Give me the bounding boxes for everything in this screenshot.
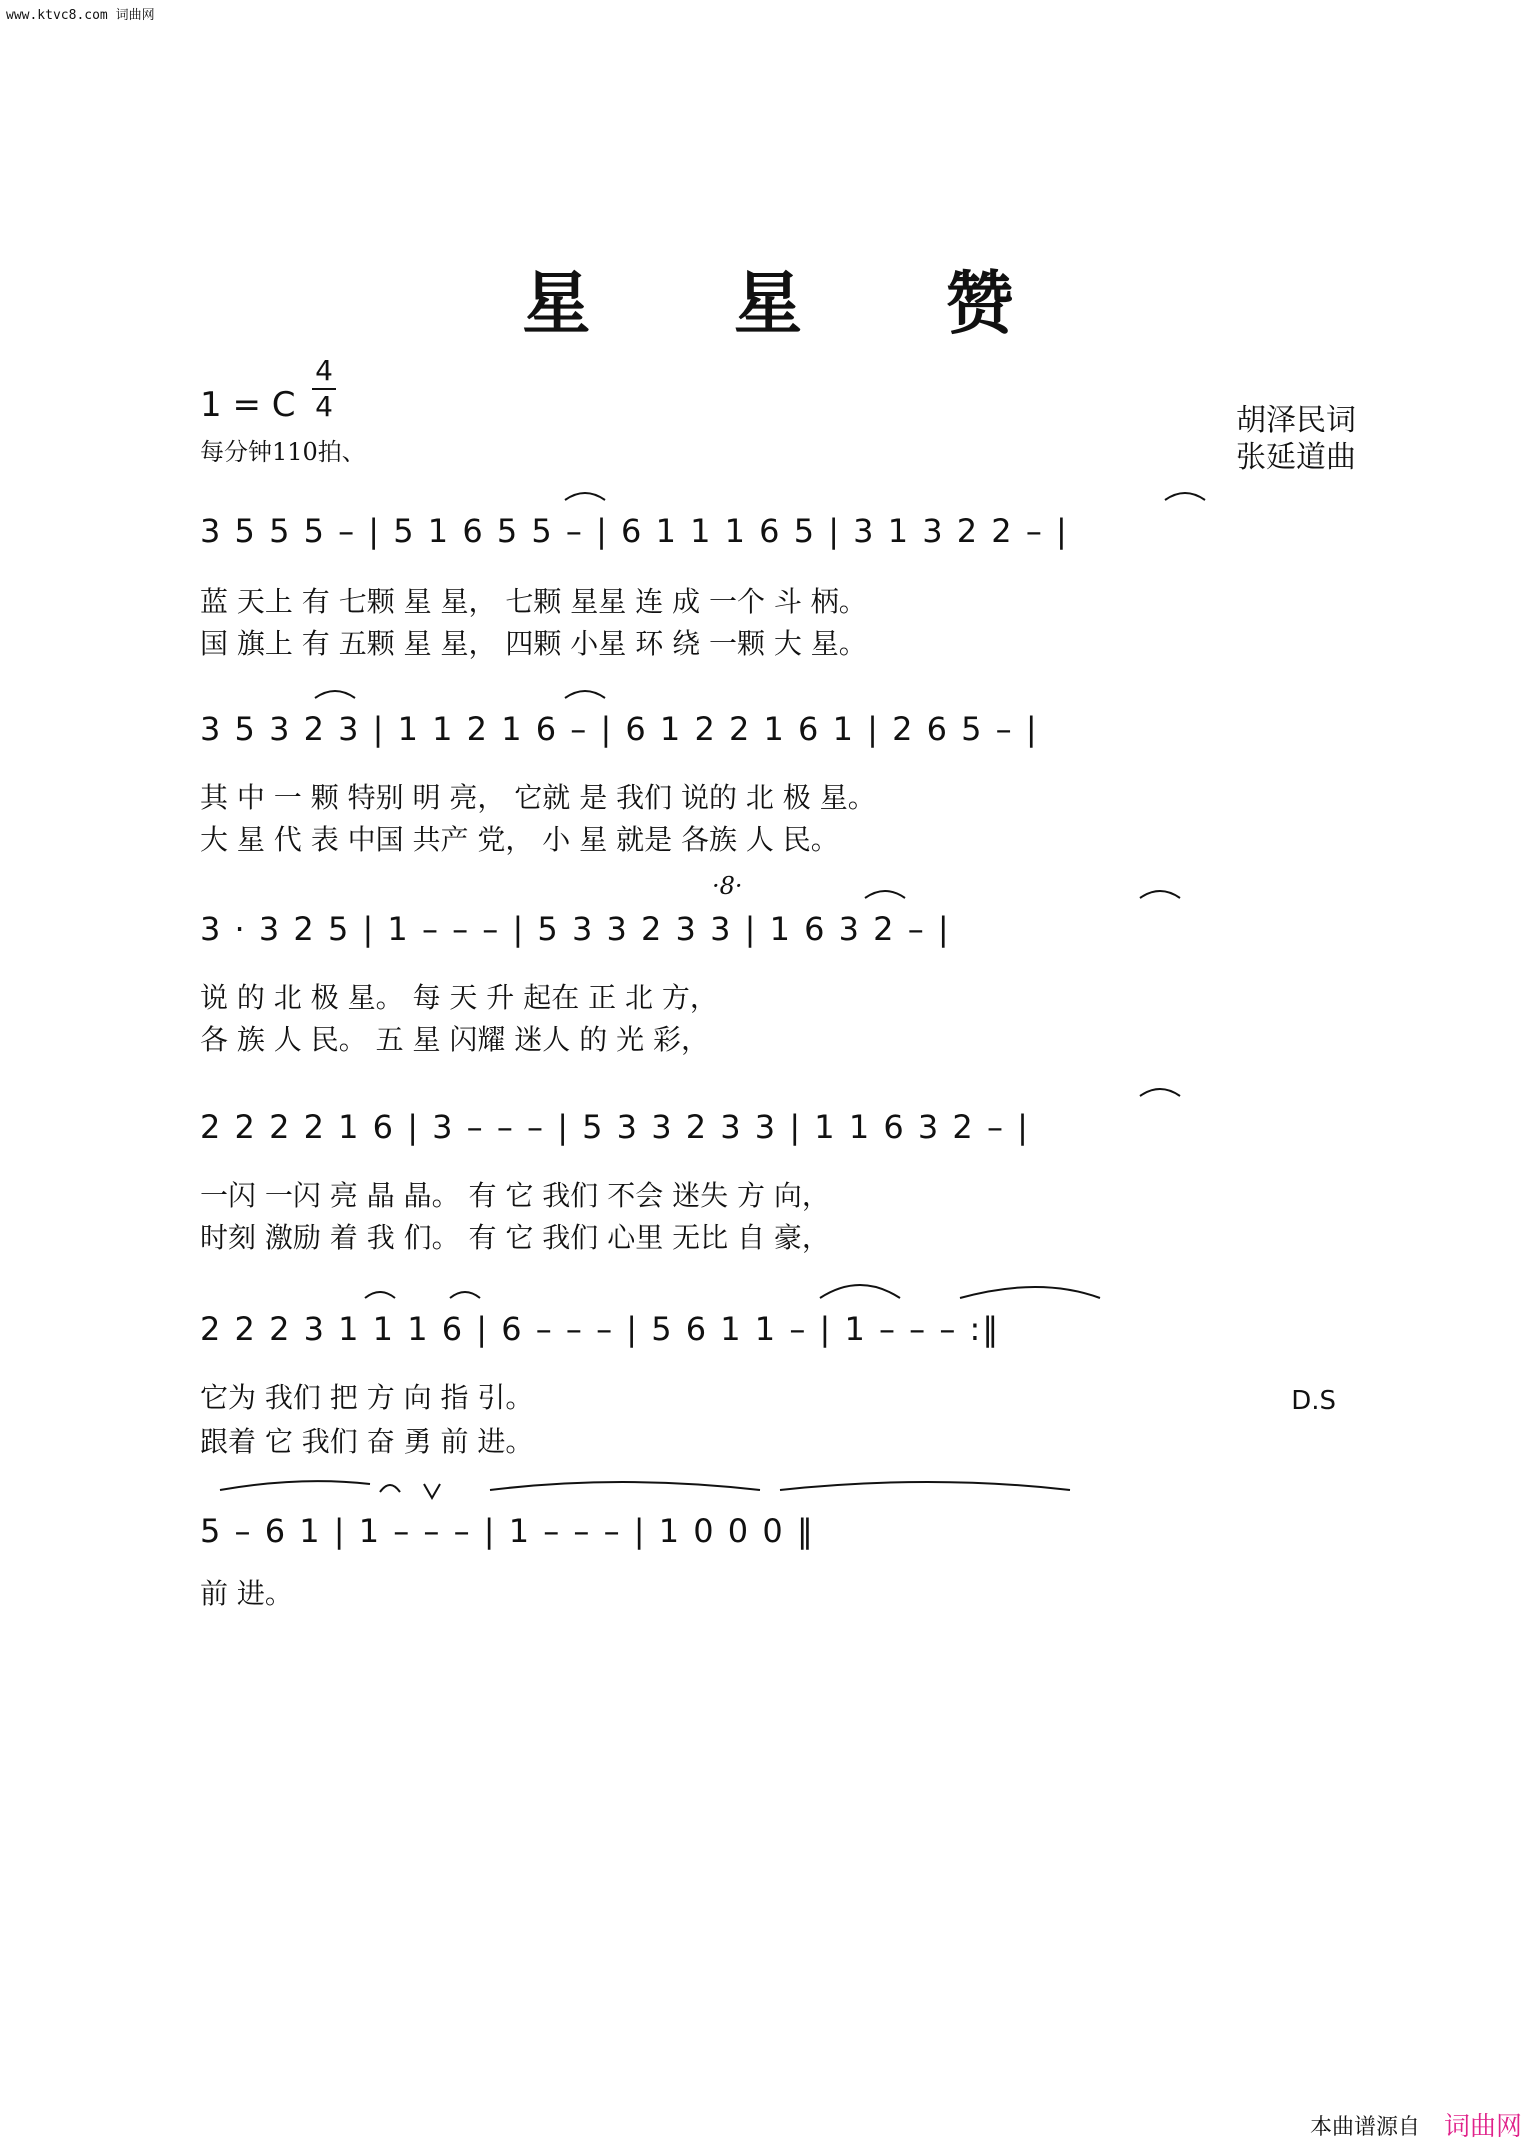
slur-9 (450, 1292, 480, 1298)
slur-3 (315, 691, 355, 698)
tie-4 (490, 1482, 760, 1490)
notation-line-6: 5 – 6 1 | 1 – – – | 1 – – – | 1 0 0 0 ‖ (200, 1512, 815, 1550)
lyrics-line-2-verse-1: 其 中 一 颗 特别 明 亮， 它就 是 我们 说的 北 极 星。 (200, 781, 876, 814)
source-watermark: www.ktvc8.com 词曲网 (6, 8, 155, 23)
lyrics-line-3-verse-1: 说 的 北 极 星。 每 天 升 起在 正 北 方， (200, 981, 718, 1014)
tie-5 (780, 1482, 1070, 1490)
tempo-marking: 每分钟110拍、 (200, 438, 366, 466)
breath-mark-icon (424, 1484, 440, 1498)
lyrics-line-3-verse-2: 各 族 人 民。 五 星 闪耀 迷人 的 光 彩， (200, 1023, 710, 1056)
notation-line-2: 3 5 3 2 3 | 1 1 2 1 6 – | 6 1 2 2 1 6 1 | 2 6 5 – | (200, 710, 1039, 748)
notation-line-5: 2 2 2 3 1 1 1 6 | 6 – – – | 5 6 1 1 – | 1 – – – :‖ (200, 1310, 1001, 1348)
lyrics-line-5-verse-1: 它为 我们 把 方 向 指 引。 (200, 1381, 534, 1414)
slur-2 (1165, 493, 1205, 500)
lyrics-line-4-verse-1: 一闪 一闪 亮 晶 晶。 有 它 我们 不会 迷失 方 向， (200, 1179, 830, 1212)
composer-credit: 张延道曲 (1236, 440, 1356, 475)
lyrics-line-2-verse-2: 大 星 代 表 中国 共产 党， 小 星 就是 各族 人 民。 (200, 823, 839, 856)
slur-4 (565, 691, 605, 698)
footer-source-label: 本曲谱源自 (1309, 2115, 1420, 2140)
tie-2 (960, 1287, 1100, 1298)
tie-1 (820, 1285, 900, 1298)
fermata-icon (380, 1485, 400, 1492)
lyricist-credit: 胡泽民词 (1236, 403, 1356, 438)
key-signature: 1 = C (200, 385, 296, 425)
footer-site-logo[interactable]: 词曲网 (1443, 2112, 1522, 2142)
slur-1 (565, 493, 605, 500)
dal-segno-mark: D.S (1291, 1386, 1336, 1416)
slur-7 (1140, 1089, 1180, 1096)
notation-line-1: 3 5 5 5 – | 5 1 6 5 5 – | 6 1 1 1 6 5 | 3 1 3 2 2 – | (200, 512, 1069, 550)
page-number: ·8· (712, 872, 743, 900)
song-title: 星 星 赞 (522, 264, 1074, 344)
lyrics-line-1-verse-1: 蓝 天上 有 七颗 星 星， 七颗 星星 连 成 一个 斗 柄。 (200, 585, 867, 618)
lyrics-line-4-verse-2: 时刻 激励 着 我 们。 有 它 我们 心里 无比 自 豪， (200, 1221, 830, 1254)
lyrics-line-5-verse-2: 跟着 它 我们 奋 勇 前 进。 (200, 1425, 534, 1458)
time-signature-top: 4 (315, 354, 333, 387)
slur-8 (365, 1292, 395, 1298)
slur-5 (865, 891, 905, 898)
lyrics-line-6-verse-1: 前 进。 (200, 1577, 293, 1610)
tie-3 (220, 1481, 370, 1490)
time-signature-bottom: 4 (315, 390, 333, 423)
lyrics-line-1-verse-2: 国 旗上 有 五颗 星 星， 四颗 小星 环 绕 一颗 大 星。 (200, 627, 867, 660)
notation-line-3: 3 · 3 2 5 | 1 – – – | 5 3 3 2 3 3 | 1 6 3 2 – | (200, 910, 951, 948)
notation-line-4: 2 2 2 2 1 6 | 3 – – – | 5 3 3 2 3 3 | 1 1 6 3 2 – | (200, 1108, 1030, 1146)
slur-6 (1140, 891, 1180, 898)
